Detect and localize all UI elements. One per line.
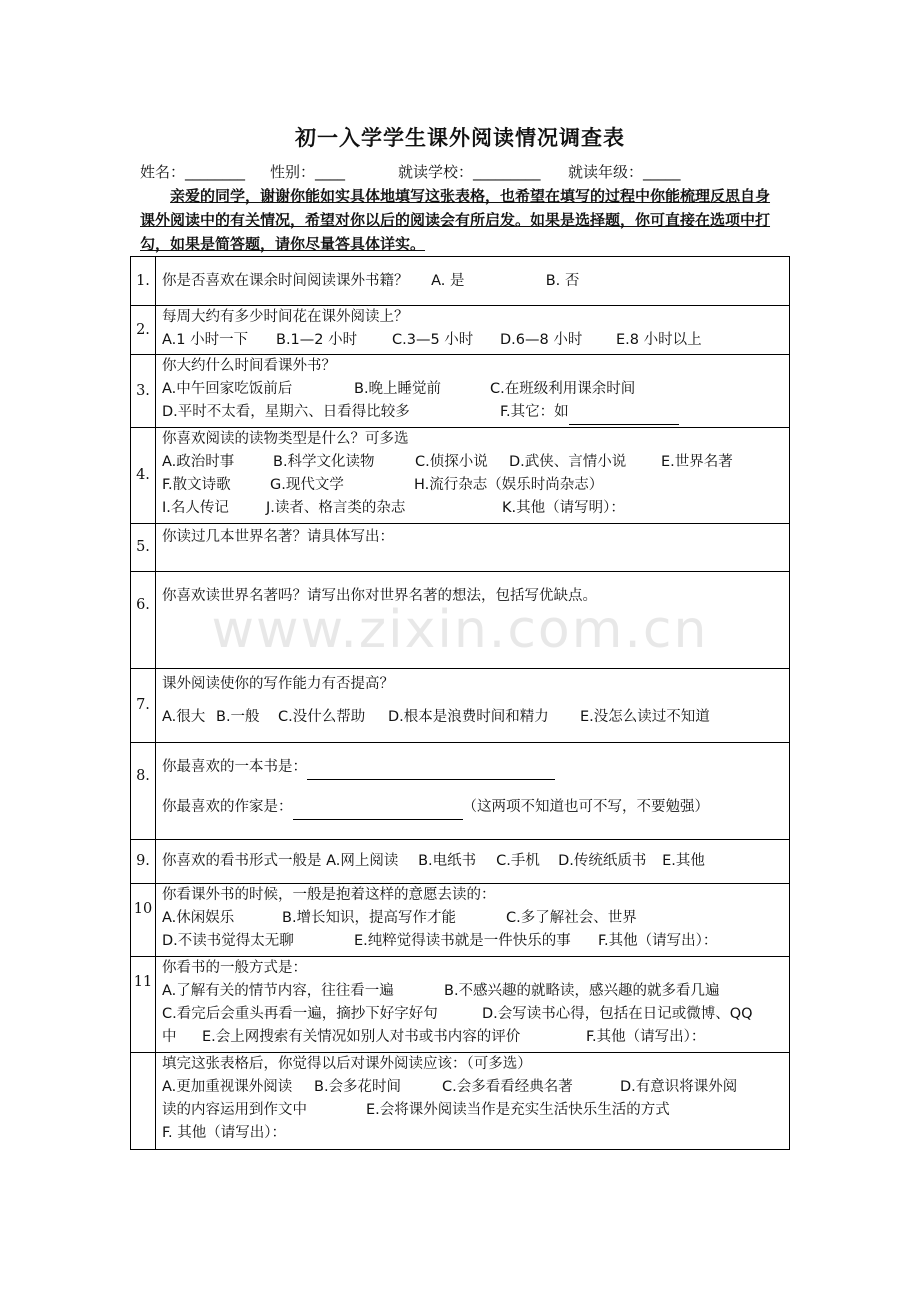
option[interactable]: E.没怎么读过不知道 [580, 709, 710, 725]
question-text: 你喜欢读世界名著吗？请写出你对世界名著的想法，包括写优缺点。 [162, 588, 597, 604]
option[interactable]: C.会多看看经典名著 [442, 1079, 573, 1095]
question-text: 你看课外书的时候，一般是抱着这样的意愿去读的： [162, 887, 496, 903]
option[interactable]: B.科学文化读物 [273, 454, 375, 470]
question-text: 你是否喜欢在课余时间阅读课外书籍？ [162, 272, 409, 289]
question-text: 每周大约有多少时间花在课外阅读上？ [162, 309, 409, 325]
question-text: 你看书的一般方式是： [162, 960, 307, 976]
favorite-book-blank[interactable] [307, 756, 555, 780]
question-text: 你最喜欢的一本书是： [162, 759, 307, 775]
option[interactable]: K.其他（请写明）： [502, 500, 625, 516]
question-number: 2. [131, 306, 156, 355]
page-title: 初一入学学生课外阅读情况调查表 [295, 126, 625, 150]
option[interactable]: B.会多花时间 [314, 1079, 402, 1095]
option[interactable]: A.更加重视课外阅读 [162, 1079, 293, 1095]
option[interactable]: F. 其他（请写出）： [162, 1125, 286, 1141]
intro-paragraph: 亲爱的同学，谢谢你能如实具体地填写这张表格，也希望在填写的过程中你能梳理反思自身课外阅读中的有关情况，希望对你以后的阅读会有所启发。如果是选择题，你可直接在选项中打勾，如果是简答题，请你尽量答具体详实。 [140, 187, 771, 253]
option[interactable]: I.名人传记 [162, 500, 229, 516]
option[interactable]: E.纯粹觉得读书就是一件快乐的事 [354, 933, 571, 949]
option[interactable]: A.中午回家吃饭前后 [162, 381, 293, 397]
note-text: （这两项不知道也可不写，不要勉强） [462, 799, 709, 815]
option[interactable]: D.平时不太看，星期六、日看得比较多 [162, 404, 410, 420]
option[interactable]: H.流行杂志（娱乐时尚杂志） [414, 477, 604, 493]
option[interactable]: D.6—8 小时 [500, 332, 583, 348]
student-info-row [140, 161, 800, 182]
question-number: 3. [131, 355, 156, 428]
question-number: 6. [131, 572, 156, 669]
option[interactable]: E.世界名著 [661, 454, 733, 470]
school-field[interactable]: 就读学校：_________ [398, 163, 541, 181]
option[interactable]: E.会将课外阅读当作是充实生活快乐生活的方式 [366, 1102, 670, 1118]
option[interactable]: C.没什么帮助 [278, 709, 366, 725]
option[interactable]: A.休闲娱乐 [162, 910, 235, 926]
option[interactable]: A.1 小时一下 [162, 332, 249, 348]
question-text: 你喜欢的看书形式一般是 [162, 853, 322, 869]
question-text: 你喜欢阅读的读物类型是什么？可多选 [162, 431, 409, 447]
gender-field[interactable]: 性别：____ [270, 163, 346, 181]
question-text: 你最喜欢的作家是： [162, 799, 293, 815]
option[interactable]: D.传统纸质书 [558, 853, 647, 869]
option[interactable]: C.手机 [496, 853, 540, 869]
question-number: 10 [131, 884, 156, 957]
question-number: 9. [131, 840, 156, 884]
option-continued: 读的内容运用到作文中 [162, 1102, 307, 1118]
option[interactable]: E.会上网搜索有关情况如别人对书或书内容的评价 [202, 1029, 521, 1045]
option[interactable]: A.了解有关的情节内容，往往看一遍 [162, 983, 394, 999]
option[interactable]: B.增长知识，提高写作才能 [282, 910, 457, 926]
question-text: 课外阅读使你的写作能力有否提高？ [162, 676, 394, 692]
option[interactable]: D.武侠、言情小说 [509, 454, 627, 470]
question-number: 7. [131, 669, 156, 743]
option[interactable]: E.8 小时以上 [616, 332, 702, 348]
option[interactable]: B.1—2 小时 [276, 332, 358, 348]
option-a[interactable]: A. 是 [431, 272, 465, 289]
question-number: 5. [131, 524, 156, 572]
option[interactable]: F.散文诗歌 [162, 477, 231, 493]
survey-table [130, 256, 790, 1150]
option[interactable]: B.一般 [216, 709, 260, 725]
answer-area[interactable] [156, 524, 790, 572]
option[interactable]: F.其他（请写出）： [586, 1029, 706, 1045]
option[interactable]: A.网上阅读 [326, 853, 399, 869]
option[interactable]: C.3—5 小时 [392, 332, 474, 348]
option[interactable]: B.晚上睡觉前 [354, 381, 442, 397]
question-number: 8. [131, 743, 156, 840]
question-text: 你读过几本世界名著？请具体写出： [162, 529, 394, 545]
answer-area[interactable] [156, 572, 790, 669]
option[interactable]: A.很大 [162, 709, 206, 725]
option[interactable]: F.其他（请写出）： [598, 933, 718, 949]
watermark: www.zixin.com.cn [211, 600, 709, 660]
option[interactable]: B.电纸书 [418, 853, 477, 869]
option[interactable]: C.侦探小说 [415, 454, 488, 470]
question-text: 填完这张表格后，你觉得以后对课外阅读应该：（可多选） [162, 1056, 532, 1072]
question-number [131, 1053, 156, 1150]
option[interactable]: D.会写读书心得，包括在日记或微博、QQ [482, 1006, 753, 1022]
name-field[interactable]: 姓名：________ [140, 163, 246, 181]
option[interactable]: D.有意识将课外阅 [620, 1079, 738, 1095]
option[interactable]: D.不读书觉得太无聊 [162, 933, 294, 949]
option[interactable]: D.根本是浪费时间和精力 [388, 709, 549, 725]
question-text: 你大约什么时间看课外书？ [162, 358, 336, 374]
option[interactable]: C.看完后会重头再看一遍，摘抄下好字好句 [162, 1006, 438, 1022]
option[interactable]: C.多了解社会、世界 [506, 910, 637, 926]
option[interactable]: C.在班级利用课余时间 [490, 381, 636, 397]
option[interactable]: A.政治时事 [162, 454, 235, 470]
option[interactable]: E.其他 [662, 853, 705, 869]
question-number: 11 [131, 957, 156, 1053]
option-b[interactable]: B. 否 [545, 272, 580, 289]
option[interactable]: F.其它：如 [500, 404, 569, 420]
option[interactable]: B.不感兴趣的就略读，感兴趣的就多看几遍 [444, 983, 720, 999]
option-continued: 中 [162, 1029, 177, 1045]
question-number: 1. [131, 257, 156, 306]
question-number: 4. [131, 428, 156, 524]
option[interactable]: G.现代文学 [270, 477, 344, 493]
option[interactable]: J.读者、格言类的杂志 [266, 500, 406, 516]
favorite-author-blank[interactable] [293, 796, 463, 820]
grade-field[interactable]: 就读年级：_____ [568, 163, 681, 181]
fill-blank[interactable] [569, 401, 679, 425]
